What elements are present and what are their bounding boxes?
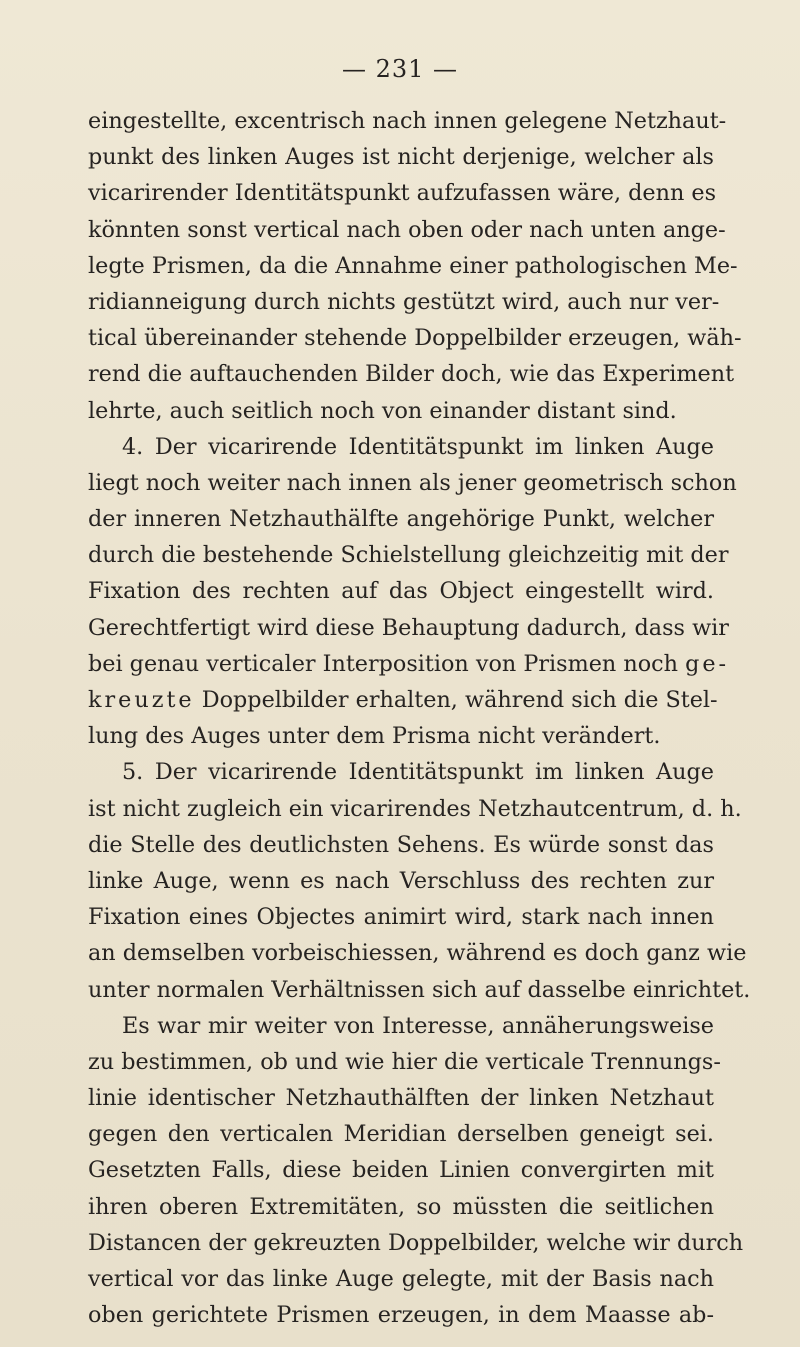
text-line: oben gerichtete Prismen erzeugen, in dem Maasse ab- bbox=[88, 1302, 714, 1329]
text-line: Distancen der gekreuzten Doppelbilder, welche wir durch bbox=[88, 1229, 744, 1256]
spaced-word: kreuzte bbox=[88, 687, 195, 713]
text-line: linke Auge, wenn es nach Verschluss des rechten zur bbox=[88, 867, 714, 894]
text-line: linie identischer Netzhauthälften der linken Netzhaut bbox=[88, 1085, 714, 1112]
text-line: gegen den verticalen Meridian derselben geneigt sei. bbox=[88, 1121, 714, 1148]
page-number: — 231 — bbox=[341, 55, 459, 83]
text-line: Fixation des rechten auf das Object eingestellt wird. bbox=[88, 578, 714, 605]
text-line: 4. Der vicarirende Identitätspunkt im linken Auge bbox=[122, 433, 714, 460]
text-line: 5. Der vicarirende Identitätspunkt im linken Auge bbox=[122, 759, 714, 786]
text-line: tical übereinander stehende Doppelbilder erzeugen, wäh- bbox=[88, 325, 742, 352]
text-line: vicarirender Identitätspunkt aufzufassen wäre, denn es bbox=[88, 180, 717, 207]
text-line: ridianneigung durch nichts gestützt wird, auch nur ver- bbox=[88, 288, 720, 315]
text-line: unter normalen Verhältnissen sich auf dasselbe einrichtet. bbox=[88, 976, 751, 1003]
text-line: lehrte, auch seitlich noch von einander distant sind. bbox=[88, 397, 677, 424]
text-line: an demselben vorbeischiessen, während es doch ganz wie bbox=[88, 940, 747, 967]
text-line: legte Prismen, da die Annahme einer pathologischen Me- bbox=[88, 252, 738, 279]
text-line: lung des Auges unter dem Prisma nicht verändert. bbox=[88, 723, 661, 750]
line-text: bei genau verticaler Interposition von Prismen noch bbox=[88, 650, 678, 677]
spaced-word: ge- bbox=[685, 650, 730, 677]
text-line: durch die bestehende Schielstellung gleichzeitig mit der bbox=[88, 542, 729, 569]
body-text bbox=[88, 103, 751, 1333]
text-line: Gesetzten Falls, diese beiden Linien convergirten mit bbox=[88, 1157, 714, 1184]
text-line: vertical vor das linke Auge gelegte, mit der Basis nach bbox=[88, 1266, 714, 1292]
text-line: ihren oberen Extremitäten, so müssten die seitlichen bbox=[88, 1193, 714, 1220]
text-line: liegt noch weiter nach innen als jener geometrisch schon bbox=[88, 469, 737, 496]
text-line: punkt des linken Auges ist nicht derjenige, welcher als bbox=[88, 144, 714, 171]
text-line: eingestellte, excentrisch nach innen gelegene Netzhaut- bbox=[88, 108, 727, 134]
text-line: Es war mir weiter von Interesse, annäherungsweise bbox=[122, 1012, 714, 1039]
text-line: rend die auftauchenden Bilder doch, wie das Experiment bbox=[88, 361, 735, 388]
text-line: ist nicht zugleich ein vicarirendes Netzhautcentrum, d. h. bbox=[88, 795, 742, 822]
text-line: könnten sonst vertical nach oben oder nach unten ange- bbox=[88, 216, 726, 243]
text-line: Gerechtfertigt wird diese Behauptung dadurch, dass wir bbox=[88, 614, 729, 641]
line-text: Doppelbilder erhalten, während sich die Stel- bbox=[194, 687, 718, 713]
text-line bbox=[88, 682, 718, 718]
text-line bbox=[88, 646, 730, 682]
text-line: zu bestimmen, ob und wie hier die verticale Trennungs- bbox=[88, 1048, 721, 1075]
text-line: der inneren Netzhauthälfte angehörige Punkt, welcher bbox=[88, 506, 714, 533]
text-line: die Stelle des deutlichsten Sehens. Es würde sonst das bbox=[88, 831, 714, 858]
text-line: Fixation eines Objectes animirt wird, stark nach innen bbox=[88, 904, 714, 931]
